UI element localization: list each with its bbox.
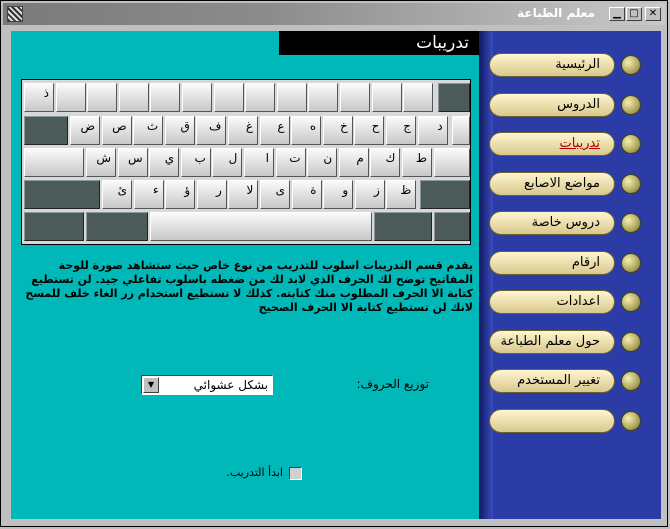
sidebar-item-5[interactable]: دروس خاصة xyxy=(489,211,615,235)
keyboard-key: س xyxy=(118,148,148,177)
maximize-icon: □ xyxy=(629,8,639,19)
sidebar-item-10[interactable] xyxy=(489,409,615,433)
content-area xyxy=(11,31,661,519)
keyboard-key xyxy=(150,83,180,112)
window-title: معلم الطباعة xyxy=(517,6,595,20)
keyboard-key: ر xyxy=(197,180,227,209)
dropdown-arrow-icon[interactable]: ▼ xyxy=(143,377,159,393)
keyboard-key: ذ xyxy=(24,83,54,112)
keyboard-key: و xyxy=(323,180,353,209)
keyboard-modifier-key xyxy=(374,212,432,241)
keyboard-key: ظ xyxy=(386,180,416,209)
app-icon[interactable] xyxy=(7,6,23,22)
keyboard-key xyxy=(434,148,470,177)
keyboard-key: ع xyxy=(260,116,290,145)
keyboard-modifier-key xyxy=(24,116,68,145)
keyboard-image xyxy=(21,79,471,245)
distribution-select[interactable] xyxy=(141,375,273,395)
keyboard-key: ة xyxy=(292,180,322,209)
keyboard-modifier-key xyxy=(438,83,470,112)
keyboard-key xyxy=(452,116,470,145)
keyboard-key xyxy=(87,83,117,112)
keyboard-modifier-key xyxy=(86,212,148,241)
start-training-label: ابدأ التدريب. xyxy=(226,466,283,479)
keyboard-key: ا xyxy=(244,148,274,177)
sidebar-item-2[interactable]: الدروس xyxy=(489,93,615,117)
keyboard-key: ث xyxy=(133,116,163,145)
minimize-button[interactable] xyxy=(609,7,625,21)
page-title: تدريبات xyxy=(279,31,479,55)
keyboard-key: ل xyxy=(212,148,242,177)
keyboard-key: ط xyxy=(402,148,432,177)
start-training-checkbox[interactable] xyxy=(289,467,302,480)
close-button[interactable] xyxy=(645,7,661,21)
menu-bullet-icon[interactable] xyxy=(621,55,641,75)
main-panel xyxy=(11,31,479,519)
keyboard-key: ت xyxy=(276,148,306,177)
close-icon: ✕ xyxy=(648,8,658,19)
keyboard-key: د xyxy=(418,116,448,145)
menu-bullet-icon[interactable] xyxy=(621,174,641,194)
keyboard-key xyxy=(277,83,307,112)
keyboard-key: ش xyxy=(86,148,116,177)
keyboard-key xyxy=(372,83,402,112)
keyboard-modifier-key xyxy=(420,180,470,209)
keyboard-key: ه xyxy=(291,116,321,145)
keyboard-modifier-key xyxy=(24,212,84,241)
keyboard-key: ق xyxy=(165,116,195,145)
maximize-button[interactable] xyxy=(626,7,642,21)
keyboard-key: ن xyxy=(307,148,337,177)
sidebar-item-6[interactable]: ارقام xyxy=(489,251,615,275)
distribution-label: توزيع الحروف: xyxy=(356,377,429,391)
keyboard-key: ف xyxy=(196,116,226,145)
keyboard-key: ب xyxy=(181,148,211,177)
minimize-icon: ▁ xyxy=(613,8,621,19)
menu-bullet-icon[interactable] xyxy=(621,332,641,352)
menu-bullet-icon[interactable] xyxy=(621,411,641,431)
keyboard-key: ح xyxy=(354,116,384,145)
sidebar-item-8[interactable]: حول معلم الطباعة xyxy=(489,330,615,354)
keyboard-key xyxy=(119,83,149,112)
keyboard-key: ز xyxy=(355,180,385,209)
keyboard-key: خ xyxy=(323,116,353,145)
keyboard-modifier-key xyxy=(24,180,100,209)
keyboard-key: ج xyxy=(386,116,416,145)
menu-bullet-icon[interactable] xyxy=(621,134,641,154)
keyboard-key xyxy=(214,83,244,112)
keyboard-key: ئ xyxy=(102,180,132,209)
menu-bullet-icon[interactable] xyxy=(621,371,641,391)
keyboard-key: لا xyxy=(228,180,258,209)
keyboard-key: ض xyxy=(70,116,100,145)
keyboard-key xyxy=(245,83,275,112)
keyboard-key: ك xyxy=(370,148,400,177)
keyboard-key xyxy=(56,83,86,112)
keyboard-key: ص xyxy=(102,116,132,145)
keyboard-key xyxy=(308,83,338,112)
keyboard-key xyxy=(340,83,370,112)
keyboard-key xyxy=(150,212,372,241)
sidebar-item-9[interactable]: تغيير المستخدم xyxy=(489,369,615,393)
menu-bullet-icon[interactable] xyxy=(621,95,641,115)
section-description: يقدم قسم التدريبات اسلوب للتدريب من نوع خاص حيث ستشاهد صورة للوحة المفاتيح توضح لك الحرف الذي لابد لك من ضغطه باسلوب تفاعلي جيد. لن تستطيع كتابة الا الحرف المطلوب منك كتابته. كذلك لا تستطيع استخدام زر الغاء خلف للمسح لانك لن تستطيع كتابة الا الحرف الصحيح xyxy=(25,259,473,314)
keyboard-key xyxy=(24,148,84,177)
menu-bullet-icon[interactable] xyxy=(621,253,641,273)
keyboard-key xyxy=(182,83,212,112)
keyboard-key: ى xyxy=(260,180,290,209)
keyboard-key xyxy=(403,83,433,112)
sidebar-item-3[interactable]: تدريبات xyxy=(489,132,615,156)
keyboard-modifier-key xyxy=(434,212,470,241)
keyboard-key: ي xyxy=(149,148,179,177)
menu-bullet-icon[interactable] xyxy=(621,213,641,233)
sidebar xyxy=(479,31,661,519)
keyboard-key: غ xyxy=(228,116,258,145)
sidebar-item-1[interactable]: الرئيسية xyxy=(489,53,615,77)
keyboard-key: ؤ xyxy=(165,180,195,209)
sidebar-item-7[interactable]: اعدادات xyxy=(489,290,615,314)
keyboard-key: م xyxy=(339,148,369,177)
keyboard-key: ء xyxy=(134,180,164,209)
menu-bullet-icon[interactable] xyxy=(621,292,641,312)
distribution-value: بشكل عشوائي xyxy=(193,378,268,392)
sidebar-item-4[interactable]: مواضع الاصابع xyxy=(489,172,615,196)
title-bar[interactable] xyxy=(3,3,665,25)
